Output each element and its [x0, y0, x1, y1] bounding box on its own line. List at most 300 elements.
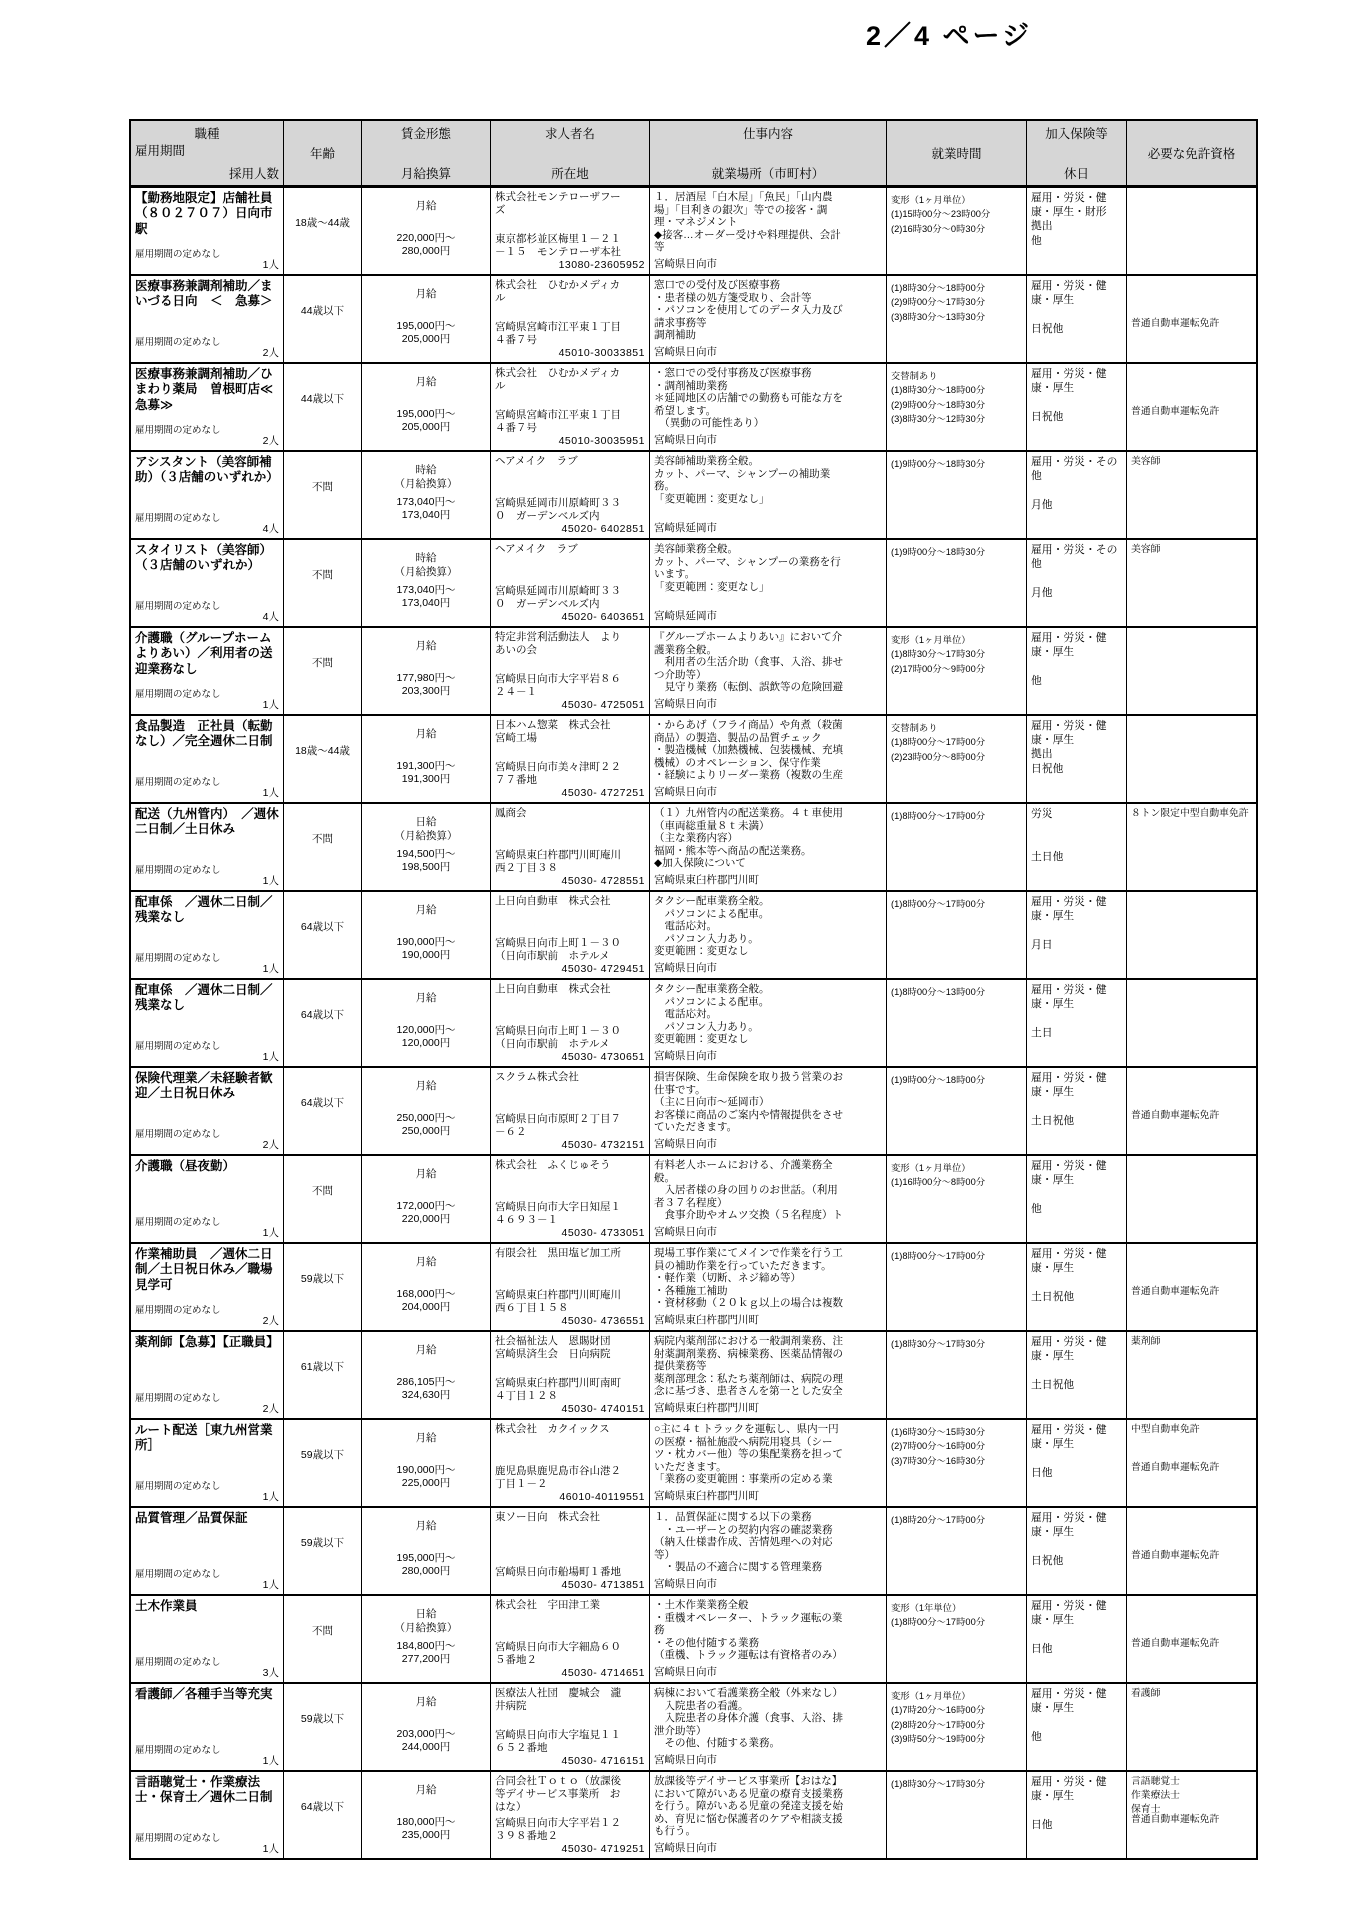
wage-cell [362, 276, 491, 362]
job-type-cell [131, 980, 284, 1066]
job-number: 45010-30035951 [558, 434, 645, 447]
license-top: 薬剤師 [1131, 1336, 1161, 1347]
employer-name: 株式会社 ひむかメディカ ル [495, 279, 621, 304]
insurance-cell [1027, 1332, 1127, 1418]
job-row [131, 890, 1256, 978]
job-type-cell [131, 188, 284, 274]
employer-address: 宮崎県日向市船場町１番地 [495, 1566, 621, 1579]
license-top: 看護師 [1131, 1688, 1161, 1699]
employer-name: 特定非営利活動法人 より あいの会 [495, 631, 621, 656]
age-limit: 64歳以下 [284, 892, 362, 978]
insurance: 雇用・労災・健康・厚生 拠出 [1031, 720, 1107, 761]
wage-cell [362, 1156, 491, 1242]
insurance-cell [1027, 364, 1127, 450]
holidays: 土日 [1031, 1026, 1053, 1039]
employer-name: 医療法人社団 慶城会 瀧 井病院 [495, 1687, 621, 1712]
insurance-cell [1027, 628, 1127, 714]
job-row [131, 1154, 1256, 1242]
employer-cell [491, 1244, 650, 1330]
job-duties: 美容師業務全般。 カット、パーマ、シャンプーの業務を行 います。 「変更範囲：変更なし」 [654, 543, 841, 593]
insurance-cell [1027, 452, 1127, 538]
wage-type: 月給 [415, 1520, 437, 1532]
job-number: 45030- 4725051 [561, 698, 645, 711]
workplace: 宮崎県日向市 [654, 434, 717, 447]
age-limit: 59歳以下 [284, 1244, 362, 1330]
holidays: 土日祝他 [1031, 1114, 1075, 1127]
wage-type: 月給 [415, 728, 437, 740]
wage-cell [362, 1684, 491, 1770]
license-cell [1127, 452, 1256, 538]
wage-type: 月給 [415, 1344, 437, 1356]
insurance: 雇用・労災・健康・厚生 [1031, 632, 1107, 659]
age-limit: 不問 [284, 1156, 362, 1242]
age-limit: 44歳以下 [284, 364, 362, 450]
employer-address: 宮崎県延岡市川原崎町３３ ０ ガーデンベルズ内 [495, 585, 621, 611]
job-type-cell [131, 1596, 284, 1682]
job-title: ルート配送［東九州営業所］ [135, 1423, 273, 1453]
job-duties: ・窓口での受付事務及び医療事務 ・調剤補助業務 ＊延岡地区の店舗での勤務も可能な方を 希望します。 （異動の可能性あり） [654, 367, 843, 430]
wage-range: 220,000円～ 280,000円 [396, 231, 456, 257]
insurance: 雇用・労災・健康・厚生・財形 拠出 [1031, 192, 1107, 233]
age-limit: 64歳以下 [284, 1772, 362, 1858]
workplace: 宮崎県日向市 [654, 786, 717, 799]
license-cell [1127, 1244, 1256, 1330]
job-duties: ○主に４ｔトラックを運転し、県内一円 の医療・福祉施設へ病院用寝具（シー ツ・枕カバー他）等の集配業務を担って いただきます。 「業務の変更範囲：事業所の定める業 [654, 1423, 843, 1486]
license-mid: 普通自動車運転免許 [1131, 1286, 1220, 1298]
job-number: 45030- 4729451 [561, 962, 645, 975]
header-workplace-label: 就業場所（市町村） [711, 167, 825, 181]
working-hours: 変形（1ヶ月単位） (1)15時00分～23時00分 (2)16時30分～0時30分 [887, 188, 1027, 274]
workplace: 宮崎県延岡市 [654, 610, 717, 623]
employment-period: 雇用期間の定めなし [135, 600, 221, 612]
duties-cell [650, 1244, 887, 1330]
job-title: 土木作業員 [135, 1599, 198, 1613]
employment-period: 雇用期間の定めなし [135, 1040, 221, 1052]
job-number: 45030- 4719251 [561, 1842, 645, 1855]
job-row [131, 626, 1256, 714]
wage-cell [362, 364, 491, 450]
job-row [131, 274, 1256, 362]
job-type-cell [131, 628, 284, 714]
license-mid: 普通自動車運転免許 [1131, 1550, 1220, 1562]
header-license: 必要な免許資格 [1147, 147, 1236, 161]
employer-cell [491, 804, 650, 890]
header-wage [362, 121, 491, 185]
job-row [131, 450, 1256, 538]
age-limit: 不問 [284, 804, 362, 890]
license-mid: 普通自動車運転免許 [1131, 406, 1220, 418]
workplace: 宮崎県日向市 [654, 346, 717, 359]
job-row [131, 1770, 1256, 1858]
hire-count: 3人 [262, 1666, 279, 1679]
license-cell [1127, 1684, 1256, 1770]
wage-type: 月給 [415, 200, 437, 212]
age-limit: 59歳以下 [284, 1508, 362, 1594]
job-number: 45010-30033851 [558, 346, 645, 359]
job-row [131, 1242, 1256, 1330]
header-age: 年齢 [284, 121, 362, 185]
duties-cell [650, 1156, 887, 1242]
license-top: 言語聴覚士 作業療法士 保育士 [1131, 1776, 1180, 1816]
table-body [131, 188, 1256, 1858]
job-number: 45030- 4727251 [561, 786, 645, 799]
employer-name: 日本ハム惣菜 株式会社 宮崎工場 [495, 719, 611, 744]
job-number: 45030- 4730651 [561, 1050, 645, 1063]
wage-range: 203,000円～ 244,000円 [396, 1727, 456, 1753]
employment-period: 雇用期間の定めなし [135, 512, 221, 524]
license-top: 中型自動車免許 [1131, 1424, 1200, 1435]
job-title: 配送（九州管内） ／週休二日制／土日休み [135, 807, 279, 837]
employer-address: 宮崎県日向市原町２丁目７ －６２ [495, 1113, 621, 1139]
header-employer-name-label: 求人者名 [544, 127, 595, 141]
job-number: 45030- 4736551 [561, 1314, 645, 1327]
duties-cell [650, 980, 887, 1066]
job-number: 45030- 4732151 [561, 1138, 645, 1151]
employer-name: 上日向自動車 株式会社 [495, 895, 611, 907]
hire-count: 1人 [262, 1226, 279, 1239]
duties-cell [650, 1772, 887, 1858]
workplace: 宮崎県日向市 [654, 258, 717, 271]
working-hours: (1)6時30分～15時30分 (2)7時00分～16時00分 (3)7時30分～16時30分 [887, 1420, 1027, 1506]
job-duties: タクシー配車業務全般。 パソコンによる配車。 電話応対。 パソコン入力あり。 変更範囲：変更なし [654, 895, 770, 958]
age-limit: 18歳～44歳 [284, 716, 362, 802]
holidays: 土日他 [1031, 850, 1064, 863]
job-duties: 病院内薬剤部における一般調剤業務、注 射薬調剤業務、病棟業務、医薬品情報の 提供業務等 薬剤部理念：私たち薬剤師は、病院の理 念に基づき、患者さんを第一とした安全 [654, 1335, 843, 1398]
insurance-cell [1027, 1596, 1127, 1682]
job-duties: 窓口での受付及び医療事務 ・患者様の処方箋受取り、会計等 ・パソコンを使用してのデータ入力及び 請求事務等 調剤補助 [654, 279, 843, 342]
job-title: アシスタント（美容師補助）（３店舗のいずれか） [135, 455, 279, 485]
job-row [131, 714, 1256, 802]
age-limit: 64歳以下 [284, 980, 362, 1066]
job-type-cell [131, 804, 284, 890]
job-type-cell [131, 276, 284, 362]
employer-name: 社会福祉法人 恩賜財団 宮崎県済生会 日向病院 [495, 1335, 611, 1360]
workplace: 宮崎県延岡市 [654, 522, 717, 535]
workplace: 宮崎県東臼杵郡門川町 [654, 1402, 759, 1415]
license-cell [1127, 1332, 1256, 1418]
duties-cell [650, 1684, 887, 1770]
wage-cell [362, 892, 491, 978]
employer-address: 宮崎県宮崎市江平東１丁目 ４番７号 [495, 409, 621, 435]
license-cell [1127, 188, 1256, 274]
table-header-row [131, 121, 1256, 188]
employer-name: 有限会社 黒田塩ビ加工所 [495, 1247, 621, 1259]
employer-address: 宮崎県日向市大字平岩１２ ３９８番地２ [495, 1817, 621, 1843]
wage-range: 120,000円～ 120,000円 [396, 1023, 456, 1049]
license-mid: 普通自動車運転免許 [1131, 1462, 1220, 1474]
employer-address: 宮崎県延岡市川原崎町３３ ０ ガーデンベルズ内 [495, 497, 621, 523]
holidays: 月他 [1031, 498, 1053, 511]
hire-count: 1人 [262, 962, 279, 975]
holidays: 月他 [1031, 586, 1053, 599]
employment-period: 雇用期間の定めなし [135, 952, 221, 964]
insurance: 雇用・労災・健康・厚生 [1031, 1424, 1107, 1451]
insurance: 雇用・労災・健康・厚生 [1031, 1160, 1107, 1187]
employer-name: ヘアメイク ラブ [495, 455, 578, 467]
employer-cell [491, 980, 650, 1066]
hire-count: 4人 [262, 522, 279, 535]
duties-cell [650, 452, 887, 538]
job-duties: ・からあげ（フライ商品）や角煮（殺菌 商品）の製造、製品の品質チェック ・製造機械（加熱機械、包装機械、充填 機械）のオペレーション、保守作業 ・経験によりリーダー業務（複数の生産 [654, 719, 843, 782]
employer-address: 東京都杉並区梅里１－２１ －１５ モンテローザ本社 [495, 233, 621, 259]
insurance-cell [1027, 1684, 1127, 1770]
hire-count: 1人 [262, 1050, 279, 1063]
license-cell [1127, 980, 1256, 1066]
job-type-cell [131, 1420, 284, 1506]
job-type-cell [131, 716, 284, 802]
workplace: 宮崎県東臼杵郡門川町 [654, 1314, 759, 1327]
employer-address: 鹿児島県鹿児島市谷山港２ 丁目１－２ [495, 1465, 621, 1491]
page-indicator: 2／4 ページ [866, 21, 1032, 51]
working-hours: (1)8時00分～17時00分 [887, 892, 1027, 978]
hire-count: 1人 [262, 698, 279, 711]
license-cell [1127, 1068, 1256, 1154]
license-cell [1127, 1772, 1256, 1858]
employer-cell [491, 1156, 650, 1242]
insurance-cell [1027, 1508, 1127, 1594]
license-cell [1127, 628, 1256, 714]
employer-address: 宮崎県日向市大字平岩８６ ２４－１ [495, 673, 621, 699]
wage-range: 190,000円～ 225,000円 [396, 1463, 456, 1489]
header-duties-label: 仕事内容 [742, 127, 793, 141]
job-title: 薬剤師【急募】【正職員】 [135, 1335, 279, 1349]
hire-count: 2人 [262, 434, 279, 447]
header-insurance [1027, 121, 1127, 185]
age-limit: 44歳以下 [284, 276, 362, 362]
wage-range: 190,000円～ 190,000円 [396, 935, 456, 961]
wage-range: 250,000円～ 250,000円 [396, 1111, 456, 1137]
job-type-cell [131, 364, 284, 450]
wage-cell [362, 1420, 491, 1506]
insurance-cell [1027, 892, 1127, 978]
job-type-cell [131, 1684, 284, 1770]
age-limit: 18歳～44歳 [284, 188, 362, 274]
job-number: 45020- 6402851 [561, 522, 645, 535]
working-hours: (1)8時30分～17時30分 [887, 1772, 1027, 1858]
employer-name: 東ソー日向 株式会社 [495, 1511, 600, 1523]
job-number: 46010-40119551 [559, 1490, 645, 1503]
wage-range: 173,040円～ 173,040円 [396, 495, 456, 521]
wage-range: 195,000円～ 205,000円 [396, 319, 456, 345]
workplace: 宮崎県日向市 [654, 1754, 717, 1767]
workplace: 宮崎県日向市 [654, 1050, 717, 1063]
employer-cell [491, 1420, 650, 1506]
holidays: 他 [1031, 1202, 1042, 1215]
age-limit: 不問 [284, 1596, 362, 1682]
employer-cell [491, 892, 650, 978]
duties-cell [650, 716, 887, 802]
working-hours: (1)8時30分～17時30分 [887, 1332, 1027, 1418]
job-number: 45030- 4714651 [561, 1666, 645, 1679]
job-duties: ・土木作業業務全般 ・重機オペレーター、トラック運転の業 務 ・その他付随する業務 （重機、トラック運転は有資格者のみ） [654, 1599, 843, 1662]
workplace: 宮崎県日向市 [654, 698, 717, 711]
employer-address: 宮崎県東臼杵郡門川町南町 ４丁目１２８ [495, 1377, 621, 1403]
wage-type: 月給 [415, 640, 437, 652]
hire-count: 1人 [262, 1490, 279, 1503]
employment-period: 雇用期間の定めなし [135, 1656, 221, 1668]
working-hours: (1)8時20分～17時00分 [887, 1508, 1027, 1594]
wage-cell [362, 1596, 491, 1682]
duties-cell [650, 276, 887, 362]
job-number: 45030- 4716151 [561, 1754, 645, 1767]
header-wage-monthly-label: 月給換算 [400, 167, 451, 181]
wage-cell [362, 980, 491, 1066]
job-type-cell [131, 1068, 284, 1154]
employment-period: 雇用期間の定めなし [135, 1744, 221, 1756]
job-title: 介護職（昼夜勤） [135, 1159, 236, 1173]
job-title: 作業補助員 ／週休二日制／土日祝日休み／職場見学可 [135, 1247, 273, 1292]
employer-cell [491, 1772, 650, 1858]
job-row [131, 188, 1256, 274]
job-row [131, 1066, 1256, 1154]
job-title: 配車係 ／週休二日制／残業なし [135, 983, 273, 1013]
header-employer [491, 121, 650, 185]
wage-range: 195,000円～ 280,000円 [396, 1551, 456, 1577]
wage-cell [362, 1068, 491, 1154]
holidays: 土日祝他 [1031, 1378, 1075, 1391]
wage-type: 月給 [415, 1168, 437, 1180]
employment-period: 雇用期間の定めなし [135, 424, 221, 436]
working-hours: 交替制あり (1)8時00分～17時00分 (2)23時00分～8時00分 [887, 716, 1027, 802]
employer-address: 宮崎県日向市美々津町２２ ７７番地 [495, 761, 621, 787]
employer-address: 宮崎県日向市上町１－３０ （日向市駅前 ホテルメ [495, 1025, 621, 1051]
hire-count: 2人 [262, 1314, 279, 1327]
header-wage-type-label: 賃金形態 [400, 127, 451, 141]
duties-cell [650, 628, 887, 714]
job-number: 45020- 6403651 [561, 610, 645, 623]
header-insurance-label: 加入保険等 [1045, 127, 1108, 141]
job-listing-table [129, 119, 1258, 1860]
wage-range: 180,000円～ 235,000円 [396, 1815, 456, 1841]
license-cell [1127, 276, 1256, 362]
hire-count: 2人 [262, 346, 279, 359]
job-row [131, 538, 1256, 626]
insurance: 雇用・労災・健康・厚生 [1031, 1072, 1107, 1099]
working-hours: 変形（1ヶ月単位） (1)16時00分～8時00分 [887, 1156, 1027, 1242]
job-duties: 『グループホームよりあい』において介 護業務全般。 利用者の生活介助（食事、入浴、排せ つ介助等） 見守り業務（転倒、誤飲等の危険回避 [654, 631, 843, 694]
job-row [131, 978, 1256, 1066]
holidays: 日他 [1031, 1466, 1053, 1479]
employer-cell [491, 276, 650, 362]
insurance-cell [1027, 980, 1127, 1066]
insurance-cell [1027, 804, 1127, 890]
employment-period: 雇用期間の定めなし [135, 1480, 221, 1492]
job-type-cell [131, 892, 284, 978]
age-limit: 64歳以下 [284, 1068, 362, 1154]
insurance: 雇用・労災・健康・厚生 [1031, 1512, 1107, 1539]
employment-period: 雇用期間の定めなし [135, 864, 221, 876]
wage-type: 月給 [415, 1432, 437, 1444]
job-duties: 現場工事作業にてメインで作業を行う工 員の補助作業を行っていただきます。 ・軽作業（切断、ネジ締め等） ・各種施工補助 ・資材移動（２０ｋｇ以上の場合は複数 [654, 1247, 843, 1310]
age-limit: 59歳以下 [284, 1420, 362, 1506]
working-hours: 交替制あり (1)8時30分～18時00分 (2)9時00分～18時30分 (3)8時30分～12時30分 [887, 364, 1027, 450]
license-cell [1127, 364, 1256, 450]
workplace: 宮崎県日向市 [654, 1842, 717, 1855]
employment-period: 雇用期間の定めなし [135, 688, 221, 700]
employer-cell [491, 1068, 650, 1154]
duties-cell [650, 364, 887, 450]
employment-period: 雇用期間の定めなし [135, 776, 221, 788]
wage-cell [362, 1772, 491, 1858]
wage-range: 172,000円～ 220,000円 [396, 1199, 456, 1225]
insurance-cell [1027, 716, 1127, 802]
insurance: 雇用・労災・健康・厚生 [1031, 280, 1107, 307]
insurance: 雇用・労災・健康・厚生 [1031, 1688, 1107, 1715]
job-duties: 損害保険、生命保険を取り扱う営業のお 仕事です。 （主に日向市～延岡市） お客様に商品のご案内や情報提供をさせ ていただきます。 [654, 1071, 843, 1134]
license-cell [1127, 540, 1256, 626]
wage-cell [362, 452, 491, 538]
employer-cell [491, 452, 650, 538]
wage-cell [362, 1244, 491, 1330]
duties-cell [650, 804, 887, 890]
job-number: 45030- 4733051 [561, 1226, 645, 1239]
duties-cell [650, 892, 887, 978]
holidays: 日祝他 [1031, 1554, 1064, 1567]
license-cell [1127, 804, 1256, 890]
license-cell [1127, 1420, 1256, 1506]
license-mid: 普通自動車運転免許 [1131, 1638, 1220, 1650]
job-type-cell [131, 540, 284, 626]
employer-cell [491, 1508, 650, 1594]
age-limit: 不問 [284, 628, 362, 714]
insurance: 雇用・労災・その他 [1031, 544, 1118, 571]
employer-cell [491, 628, 650, 714]
license-cell [1127, 892, 1256, 978]
wage-cell [362, 716, 491, 802]
job-type-cell [131, 1156, 284, 1242]
wage-cell [362, 188, 491, 274]
insurance-cell [1027, 188, 1127, 274]
job-number: 45030- 4740151 [561, 1402, 645, 1415]
working-hours: (1)8時00分～17時00分 [887, 1244, 1027, 1330]
employment-period: 雇用期間の定めなし [135, 1832, 221, 1844]
working-hours: (1)8時30分～18時00分 (2)9時00分～17時30分 (3)8時30分～13時30分 [887, 276, 1027, 362]
employer-name: 株式会社 カクイックス [495, 1423, 610, 1435]
job-duties: タクシー配車業務全般。 パソコンによる配車。 電話応対。 パソコン入力あり。 変更範囲：変更なし [654, 983, 770, 1046]
employer-name: 鳳商会 [495, 807, 527, 819]
holidays: 他 [1031, 674, 1042, 687]
wage-type: 月給 [415, 1696, 437, 1708]
job-number: 45030- 4713851 [561, 1578, 645, 1591]
job-row [131, 1682, 1256, 1770]
employment-period: 雇用期間の定めなし [135, 248, 221, 260]
employer-cell [491, 1596, 650, 1682]
job-row [131, 362, 1256, 450]
wage-cell [362, 1508, 491, 1594]
wage-type: 月給 [415, 1080, 437, 1092]
working-hours: (1)8時00分～13時00分 [887, 980, 1027, 1066]
employer-cell [491, 1332, 650, 1418]
job-duties: 病棟において看護業務全般（外来なし） 入院患者の看護。 入院患者の身体介護（食事、入浴、排 泄介助等） その他、付随する業務。 [654, 1687, 843, 1750]
job-duties: １．居酒屋「白木屋」「魚民」「山内農 場」「目利きの銀次」等での接客・調 理・マネジメント ◆接客…オーダー受けや料理提供、会計 等 [654, 191, 841, 254]
holidays: 月日 [1031, 938, 1053, 951]
wage-cell [362, 540, 491, 626]
insurance-cell [1027, 1156, 1127, 1242]
holidays: 日祝他 [1031, 410, 1064, 423]
wage-type: 月給 [415, 288, 437, 300]
job-type-cell [131, 452, 284, 538]
hire-count: 2人 [262, 1402, 279, 1415]
employer-cell [491, 364, 650, 450]
workplace: 宮崎県日向市 [654, 1138, 717, 1151]
license-cell [1127, 1508, 1256, 1594]
wage-type: 日給 （月給換算） [394, 816, 458, 842]
duties-cell [650, 1420, 887, 1506]
holidays: 他 [1031, 1730, 1042, 1743]
employment-period: 雇用期間の定めなし [135, 336, 221, 348]
wage-type: 時給 （月給換算） [394, 464, 458, 490]
license-top: 美容師 [1131, 456, 1161, 467]
